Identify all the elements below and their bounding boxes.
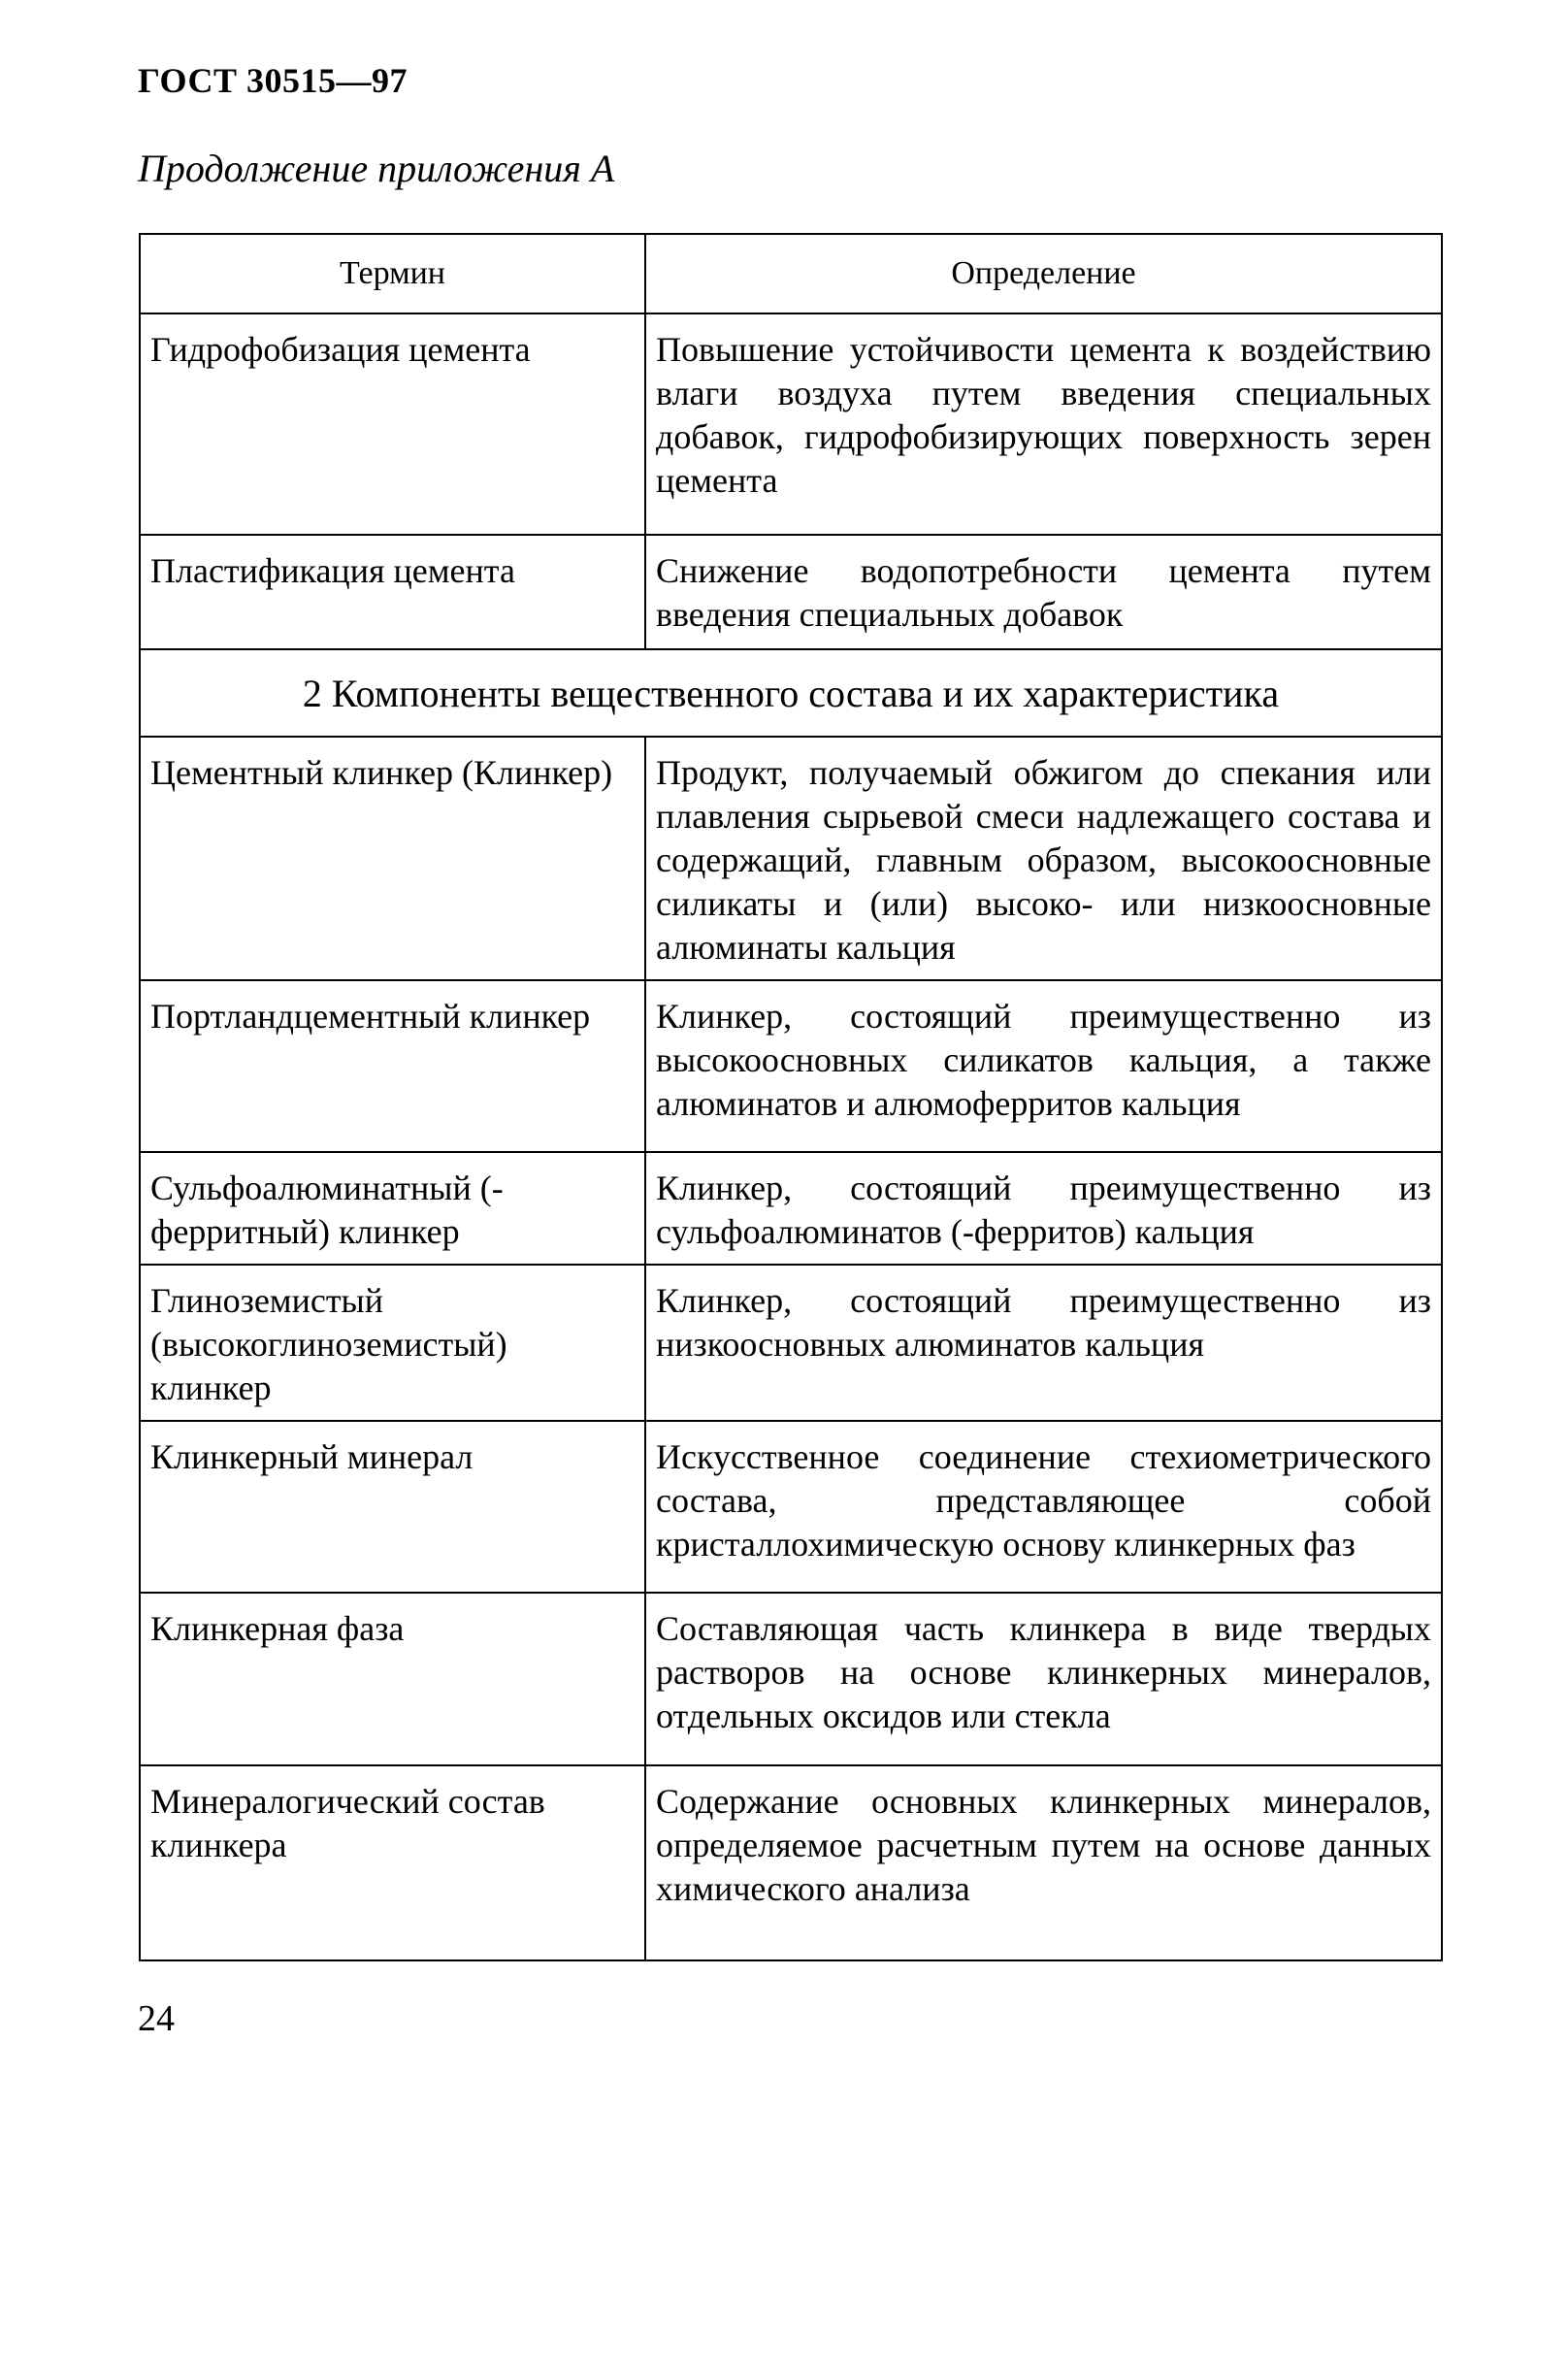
definition-cell: Продукт, получаемый обжигом до спекания или плавления сырьевой смеси надлежащего состава и содержащий, главным образом, высокоосновные силикаты и (или) высоко- или низкоосновные алюминаты кальция [645, 737, 1442, 980]
section-heading: 2 Компоненты вещественного состава и их характеристика [140, 649, 1442, 737]
table-row [140, 980, 1442, 1152]
section-heading-row [140, 649, 1442, 737]
term-cell: Пластификация цемента [140, 535, 645, 649]
terms-table [139, 233, 1443, 1961]
column-header-definition: Определение [645, 234, 1442, 313]
table-row [140, 1765, 1442, 1960]
definition-cell: Содержание основных клинкерных минералов, определяемое расчетным путем на основе данных химического анализа [645, 1765, 1442, 1960]
definition-cell: Искусственное соединение стехиометрического состава, представляющее собой кристаллохимическую основу клинкерных фаз [645, 1421, 1442, 1593]
page-number: 24 [138, 1998, 175, 2039]
term-cell: Клинкерная фаза [140, 1593, 645, 1765]
definition-cell: Клинкер, состоящий преимущественно из низкоосновных алюминатов кальция [645, 1265, 1442, 1421]
definition-cell: Клинкер, состоящий преимущественно из высокоосновных силикатов кальция, а также алюминатов и алюмоферритов кальция [645, 980, 1442, 1152]
term-cell: Сульфоалюминатный (-ферритный) клинкер [140, 1152, 645, 1265]
term-cell: Минералогический состав клинкера [140, 1765, 645, 1960]
table-header-row [140, 234, 1442, 313]
term-cell: Клинкерный минерал [140, 1421, 645, 1593]
term-cell: Портландцементный клинкер [140, 980, 645, 1152]
document-code: ГОСТ 30515—97 [138, 61, 408, 100]
definition-cell: Составляющая часть клинкера в виде твердых растворов на основе клинкерных минералов, отдельных оксидов или стекла [645, 1593, 1442, 1765]
term-cell: Гидрофобизация цемента [140, 313, 645, 535]
table-row [140, 1152, 1442, 1265]
definition-cell: Снижение водопотребности цемента путем введения специальных добавок [645, 535, 1442, 649]
column-header-term: Термин [140, 234, 645, 313]
term-cell: Цементный клинкер (Клинкер) [140, 737, 645, 980]
table-row [140, 535, 1442, 649]
table-row [140, 1421, 1442, 1593]
table-row [140, 1265, 1442, 1421]
definition-cell: Повышение устойчивости цемента к воздействию влаги воздуха путем введения специальных добавок, гидрофобизирующих поверхность зерен цемента [645, 313, 1442, 535]
definition-cell: Клинкер, состоящий преимущественно из сульфоалюминатов (-ферритов) кальция [645, 1152, 1442, 1265]
term-cell: Глиноземистый (высокоглиноземистый) клинкер [140, 1265, 645, 1421]
appendix-title: Продолжение приложения А [138, 147, 615, 190]
table-row [140, 1593, 1442, 1765]
table-row [140, 313, 1442, 535]
table-row [140, 737, 1442, 980]
